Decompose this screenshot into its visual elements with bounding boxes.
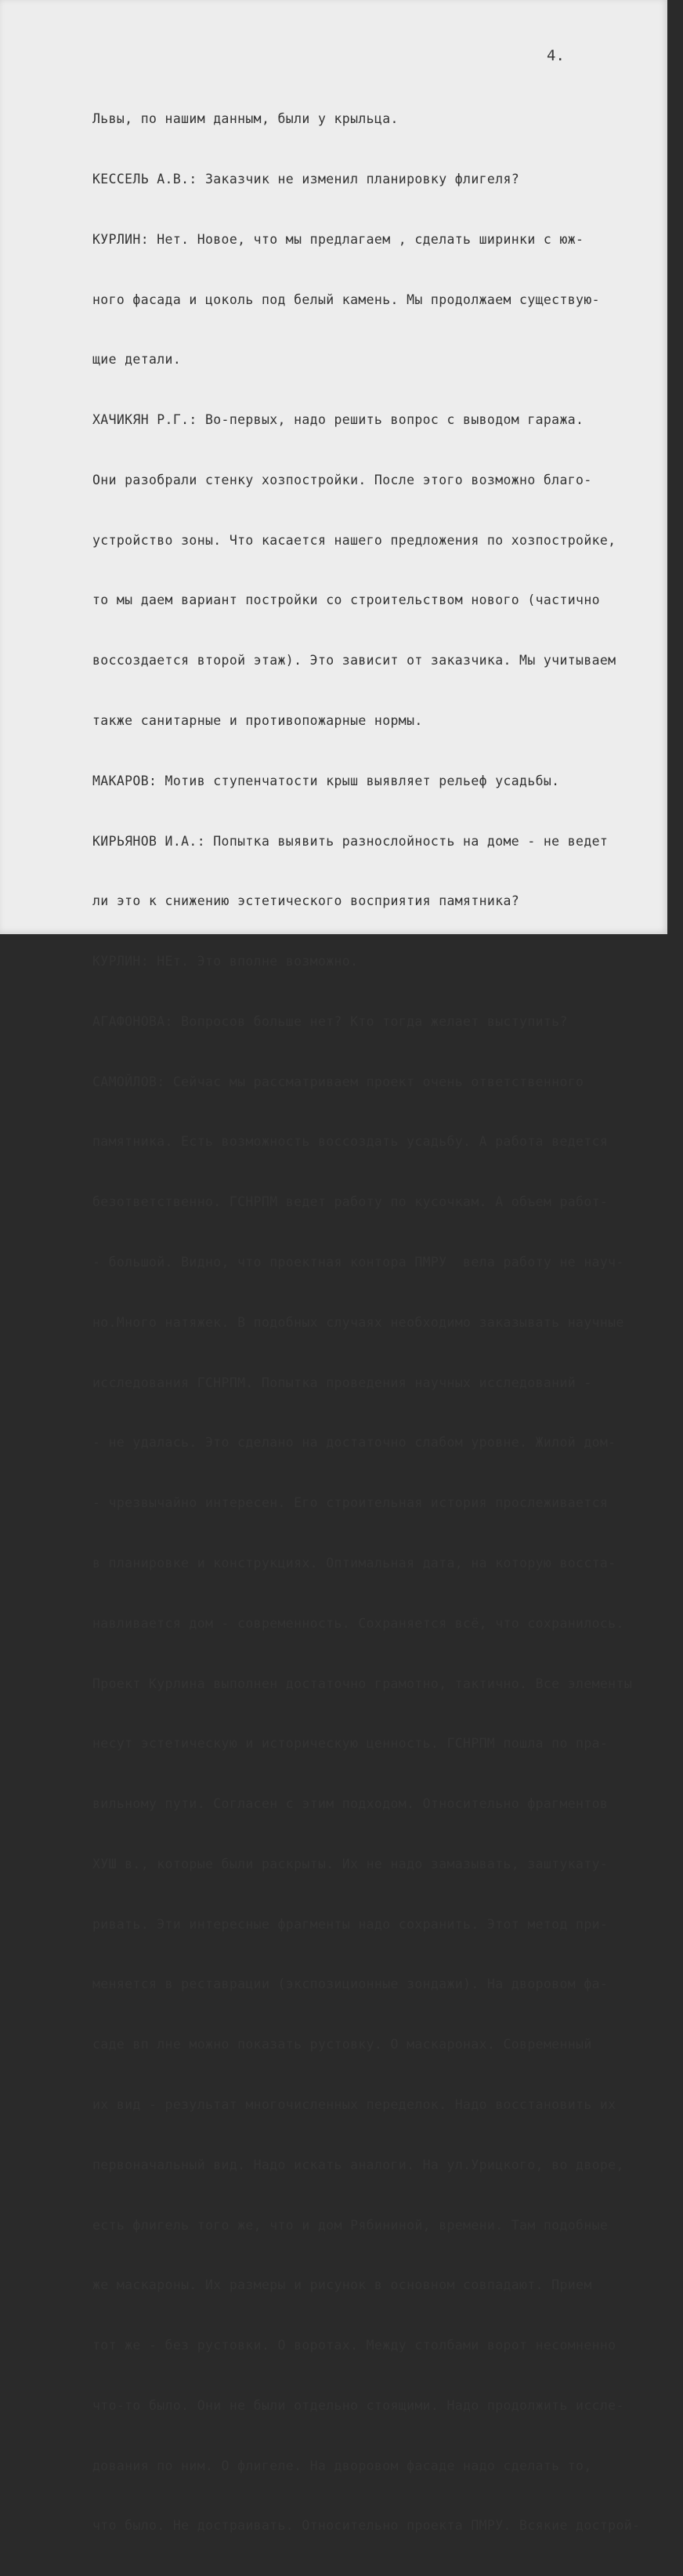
text-line: также санитарные и противопожарные нормы. — [92, 713, 423, 728]
text-line: КУРЛИН: НЕт. Это вполне возможно. — [92, 954, 359, 969]
text-line: безответственно. ГСНРПМ ведет работу по кусочкам. А объем работ- — [92, 1194, 609, 1210]
text-line: что было. Не достраивать. Относительно проекта ПМРУ. Всякие дострой- — [92, 2518, 641, 2534]
text-line: Львы, по нашим данным, были у крыльца. — [92, 111, 399, 127]
text-line: ривать. Эти интересные фрагменты надо сохранить. Этот метод при- — [92, 1916, 609, 1932]
text-line: дования по ним. О флигеле. На дворовом фасаде надо сделать то, — [92, 2458, 592, 2473]
text-line: ного фасада и цоколь под белый камень. Мы продолжаем существую- — [92, 292, 600, 307]
text-line: меняется в реставрации (экспозиционные зондажи). На дворовом фа- — [92, 1976, 609, 1992]
text-line: - большой. Видно, что проектная контора ПМРУ вела работу не науч- — [92, 1255, 624, 1270]
text-line: щие детали. — [92, 352, 182, 368]
text-line: их вид - результат многочисленных переделок. Надо восстановить их — [92, 2096, 616, 2112]
text-line: тот же - без рустовки. О воротах. Между столбами ворот несомненно — [92, 2338, 616, 2353]
text-line: первоначальный вид. Надо искать аналоги. На ул.Урицкого, во дворе, — [92, 2157, 624, 2172]
text-line: КУРЛИН: Нет. Новое, что мы предлагаем , сделать ширинки с юж- — [92, 231, 584, 247]
text-line: в планировке и конструкциях. Оптимальная дата, на которую восста- — [92, 1555, 616, 1571]
text-line: АГАФОНОВА: Вопросов больше нет? Кто тогда желает выступить? — [92, 1013, 568, 1029]
text-line: вильному пути. Согласен с этим подходом. Относительно фрагментов — [92, 1796, 609, 1812]
page-number: 4. — [547, 47, 565, 64]
text-line: КЕССЕЛЬ А.В.: Заказчик не изменил планировку флигеля? — [92, 171, 520, 187]
document-body — [92, 69, 656, 2576]
text-line: Проект Курлина выполнен достаточно грамотно, тактично. Все элементы — [92, 1676, 633, 1691]
text-line: что-то было. Они не были отдельно стоящими. Надо продолжить иссле- — [92, 2397, 624, 2413]
text-line: КИРЬЯНОВ И.А.: Попытка выявить разнослойность на доме - не ведет — [92, 833, 609, 849]
text-line: исследования ГСНРПМ. Попытка проведения научных исследований - — [92, 1375, 592, 1390]
text-line: МАКАРОВ: Мотив ступенчатости крыш выявляет рельеф усадьбы. — [92, 773, 560, 788]
text-line: САМОЙЛОВ: Сейчас мы рассматриваем проект очень ответственного — [92, 1074, 584, 1089]
text-line: ХУШ в., которые были раскрыты. Их не надо замазывать, заштукату- — [92, 1856, 609, 1871]
text-line: - чрезвычайно интересен. Его строительная история прослеживается — [92, 1495, 609, 1511]
text-line: воссоздается второй этаж). Это зависит от заказчика. Мы учитываем — [92, 653, 616, 668]
text-line: но.Много натяжек. В подобных случаях необходимо заказывать научные — [92, 1314, 624, 1330]
text-line: то мы даем вариант постройки со строительством нового (частично — [92, 592, 600, 608]
text-line: устройство зоны. Что касается нашего предложения по хозпостройке, — [92, 532, 616, 548]
text-line: же маскароны. Их размеры и рисунок в основном совпадают. Прием — [92, 2277, 592, 2293]
text-line: Они разобрали стенку хозпостройки. После этого возможно благо- — [92, 472, 592, 487]
text-line: саде вп лне можно показать рустовку. О маскаронах. Современный — [92, 2037, 592, 2052]
text-line: ли это к снижению эстетического восприятия памятника? — [92, 893, 520, 909]
text-line: памятника. Есть возможность воссоздать усадьбу. А работа ведется — [92, 1134, 609, 1150]
text-line: - не удалась. Это сделано на достаточно слабом уровне. Жилой дом- — [92, 1435, 616, 1451]
text-line: навливается дом - современность. Сохраняется всё, что сохранилось. — [92, 1615, 624, 1631]
text-line: ХАЧИКЯН Р.Г.: Во-первых, надо решить вопрос с выводом гаража. — [92, 412, 584, 428]
text-line: есть флигель того же, что и дом Рябининой, времени. Там подобные — [92, 2217, 609, 2233]
text-line: несут эстетическую и историческую ценность. ГСНРПМ пошла по пра- — [92, 1736, 609, 1752]
